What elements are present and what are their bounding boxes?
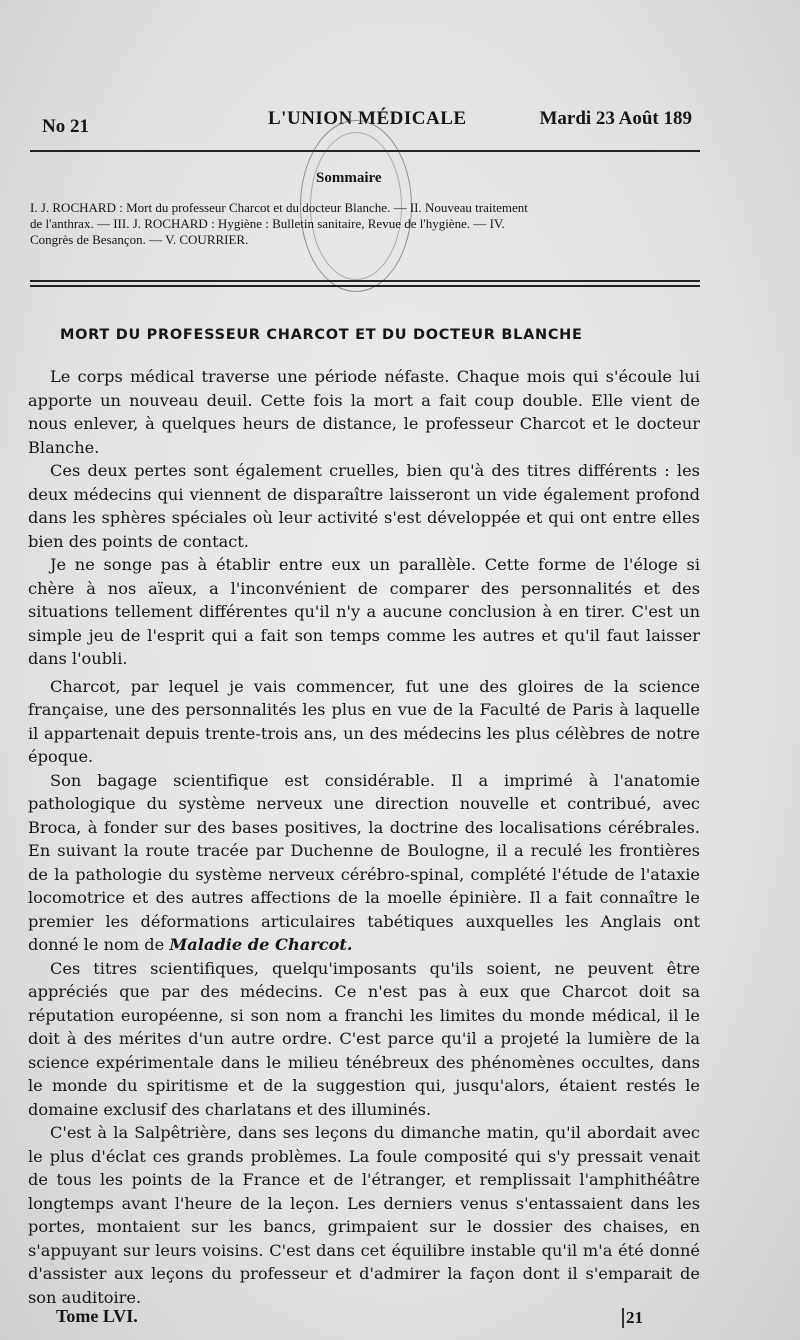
sommaire-rule-top [30,280,700,282]
article-paragraph: Je ne songe pas à établir entre eux un parallèle. Cette forme de l'éloge si chère à nos aïeux, a l'inconvénient de comparer des personnalités et des situations tellement différentes qu'il n'y a aucune conclusion à en tirer. C'est un simple jeu de l'esprit qui a fait son temps comme les autres et qu'il faut laisser dans l'oubli. [28,555,700,668]
issue-date: Mardi 23 Août 189 [539,108,692,129]
sommaire-line: de l'anthrax. — III. J. ROCHARD : Hygiène : Bulletin sanitaire, Revue de l'hygiène. — IV. [30,216,505,231]
sommaire-contents [30,200,710,248]
article-title: MORT DU PROFESSEUR CHARCOT ET DU DOCTEUR BLANCHE [60,327,583,343]
article-paragraph: Ces deux pertes sont également cruelles, bien qu'à des titres différents : les deux médecins qui viennent de disparaître laisseront un vide également profond dans les sphères spéciales où leur activité s'est développée et qui ont entre elles bien des points de contact. [28,461,700,551]
disease-name: Maladie de Charcot. [169,935,353,954]
sommaire-line: Congrès de Besançon. — V. COURRIER. [30,232,249,247]
sommaire-heading: Sommaire [316,170,382,186]
article-paragraph: C'est à la Salpêtrière, dans ses leçons du dimanche matin, qu'il abordait avec le plus d'éclat ces grands problèmes. La foule composité qui s'y pressait venait de tous les points de la France et de l'étranger, et remplissait l'amphithéâtre longtemps avant l'heure de la leçon. Les derniers venus s'entassaient dans les portes, montaient sur les bancs, grimpaient sur le dossier des chaises, en s'appuyant sur leurs voisins. C'est dans cet équilibre instable qu'il m'a été donné d'assister aux leçons du professeur et d'admirer la façon dont il s'emparait de son auditoire. [28,1123,700,1307]
journal-title: L'UNION MÉDICALE [268,108,467,129]
article-paragraph: Le corps médical traverse une période néfaste. Chaque mois qui s'écoule lui apporte un nouveau deuil. Cette fois la mort a fait coup double. Elle vient de nous enlever, à quelques heurs de distance, le professeur Charcot et le docteur Blanche. [28,367,700,457]
page-number: 21 [622,1308,643,1328]
sommaire-rule-bottom [30,285,700,287]
article-paragraph [28,769,700,957]
tome-label: Tome LVI. [56,1306,138,1326]
article-paragraph: Ces titres scientifiques, quelqu'imposants qu'ils soient, ne peuvent être appréciés que par des médecins. Ce n'est pas à eux que Charcot doit sa réputation européenne, si son nom a franchi les limites du monde médical, il le doit à des mérites d'un autre ordre. C'est parce qu'il a projeté la lumière de la science expérimentale dans le milieu ténébreux des phénomènes occultes, dans le monde du spiritisme et de la suggestion qui, jusqu'alors, étaient restés le domaine exclusif des charlatans et des illuminés. [28,958,700,1119]
article-paragraph: Charcot, par lequel je vais commencer, fut une des gloires de la science française, une des personnalités les plus en vue de la Faculté de Paris à laquelle il appartenait depuis trente-trois ans, un des médecins les plus célèbres de notre époque. [28,676,700,766]
sommaire-line: I. J. ROCHARD : Mort du professeur Charcot et du docteur Blanche. — II. Nouveau traitement [30,200,528,215]
article-body [28,365,700,1309]
paragraph-text: Son bagage scientifique est considérable. Il a imprimé à l'anatomie pathologique du système nerveux une direction nouvelle et contribué, avec Broca, à fonder sur des bases positives, la doctrine des localisations cérébrales. En suivant la route tracée par Duchenne de Boulogne, il a reculé les frontières de la pathologie du système nerveux cérébro-spinal, complété l'étude de l'ataxie locomotrice et des autres affections de la moelle épinière. Il a fait connaître le premier les déformations articulaires tabétiques auxquelles les Anglais ont donné le nom de [28,770,700,954]
issue-number: No 21 [42,116,89,137]
